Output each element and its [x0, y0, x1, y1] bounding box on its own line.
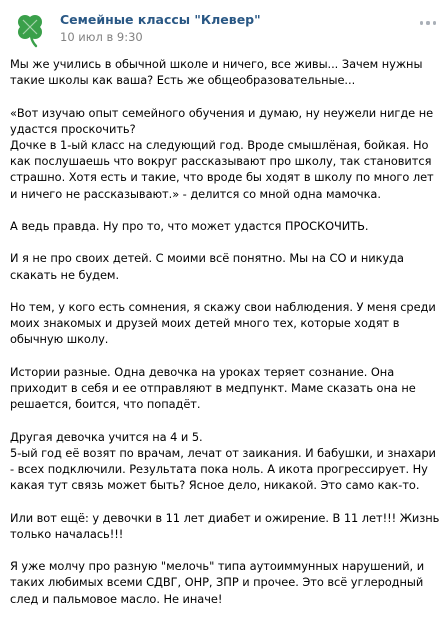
post-header	[10, 9, 440, 49]
post-text	[10, 56, 440, 623]
post-paragraph: А ведь правда. Ну про то, что может удастся ПРОСКОЧИТЬ.	[10, 219, 369, 233]
group-avatar[interactable]	[10, 9, 50, 49]
post-paragraph: Но тем, у кого есть сомнения, я скажу свои наблюдения. У меня среди моих знакомых и друзей моих детей много тех, которые ходят в обычную школу.	[10, 299, 436, 347]
more-dots-icon[interactable]	[416, 15, 440, 31]
dot	[426, 21, 429, 24]
clover-icon	[10, 9, 50, 49]
post-paragraph: Мы же учились в обычной школе и ничего, все живы... Зачем нужны такие школы как ваша? Есть же общеобразовательные...	[10, 57, 423, 88]
post-paragraph: И я не про своих детей. С моими всё понятно. Мы на СО и никуда скакать не будем.	[10, 251, 404, 282]
post-date-link[interactable]: 10 июл в 9:30	[60, 30, 143, 44]
post-paragraph: Я уже молчу про разную "мелочь" типа аутоиммунных нарушений, и таких любимых всеми СДВГ, ОНР, ЗПР и прочее. Это всё углеродный след и пальмовое масло. Не иначе!	[10, 559, 425, 606]
dot	[433, 21, 436, 24]
group-name-link[interactable]: Семейные классы "Клевер"	[60, 12, 261, 27]
post-paragraph: «Вот изучаю опыт семейного обучения и думаю, ну неужели нигде не удастся проскочить? Дочке в 1-ый класс на следующий год. Вроде смышлёная, бойкая. Но как послушаешь что вокруг рассказывают про школу, так становится страшно. Хотя есть и такие, что вроде бы ходят в школу по много лет и ничего не рассказывают.» - делится со мной одна мамочка.	[10, 105, 434, 201]
post-paragraph: Истории разные. Одна девочка на уроках теряет сознание. Она приходит в себя и ее отправляют в медпункт. Маме сказать она не решается, боится, что попадёт.	[10, 364, 416, 412]
dot	[420, 21, 423, 24]
post-paragraph: Другая девочка учится на 4 и 5. 5-ый год её возят по врачам, лечат от заикания. И бабушки, и знахари - всех подключили. Результата пока ноль. А икота прогрессирует. Ну какая тут связь может быть? Ясное дело, никакой. Это само как-то.	[10, 429, 436, 493]
post-paragraph: Или вот ещё: у девочки в 11 лет диабет и ожирение. В 11 лет!!! Жизнь только началась!!!	[10, 510, 440, 541]
